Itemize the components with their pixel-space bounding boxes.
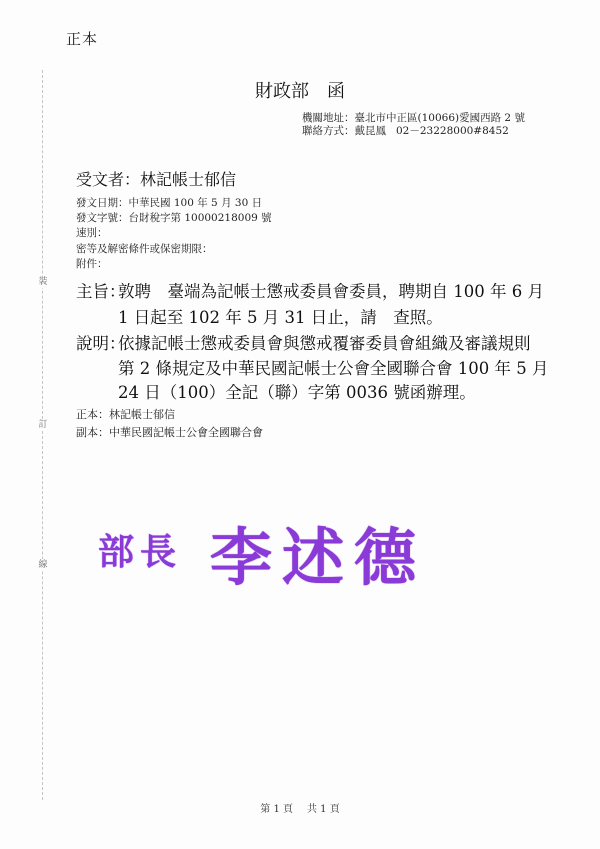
address-value: 臺北市中正區(10066)愛國西路 2 號: [354, 112, 525, 124]
distribution-original: [76, 409, 175, 422]
document-type: 函: [327, 81, 345, 102]
agency-address: [302, 112, 525, 124]
attachments: [76, 258, 108, 270]
urgency: [76, 227, 108, 239]
subject-line: 敦聘 臺端為記帳士懲戒委員會委員，聘期自 100 年 6 月: [118, 282, 544, 301]
page-footer: [0, 804, 600, 816]
classification-label: 密等及解密條件或保密期限：: [76, 243, 213, 255]
contact-label: 聯絡方式：: [302, 125, 355, 137]
original-value: 林記帳士郁信: [109, 408, 175, 421]
binding-line: [38, 70, 48, 800]
explanation-line: 第 2 條規定及中華民國記帳士公會全國聯合會 100 年 5 月: [118, 359, 549, 378]
document-number-label: 發文字號：: [76, 212, 129, 224]
issue-date-label: 發文日期：: [76, 197, 129, 209]
binding-mark-line: 線: [38, 560, 48, 570]
copy-mark: 正本: [66, 30, 99, 48]
copy-label: 副本：: [76, 426, 109, 439]
recipient-label: 受文者：: [76, 170, 141, 189]
binding-mark-staple: 訂: [38, 420, 48, 430]
explanation-line: 依據記帳士懲戒委員會與懲戒覆審委員會組織及審議規則: [118, 334, 531, 353]
urgency-label: 速別：: [76, 227, 108, 239]
document-title: [255, 82, 345, 103]
issue-date-value: 中華民國 100 年 5 月 30 日: [128, 197, 263, 209]
binding-mark-bind: 裝: [38, 277, 48, 287]
agency-contact: [302, 125, 509, 137]
copy-value: 中華民國記帳士公會全國聯合會: [109, 426, 263, 439]
distribution-copy: [76, 427, 263, 440]
contact-name: 戴昆鳳: [354, 125, 386, 137]
signature-title-stamp: 部長: [98, 531, 183, 573]
classification: [76, 243, 213, 255]
subject-label: 主旨：: [76, 282, 126, 301]
recipient-value: 林記帳士郁信: [140, 170, 237, 189]
attachments-label: 附件：: [76, 258, 108, 270]
document-number: [76, 212, 272, 224]
issue-date: [76, 197, 262, 209]
contact-phone: 02－23228000#8452: [396, 125, 509, 137]
recipient: [76, 171, 236, 189]
document-number-value: 台財稅字第 10000218009 號: [128, 212, 272, 224]
page-total: 共 1 頁: [307, 804, 340, 815]
explanation-line: 24 日（100）全記（聯）字第 0036 號函辦理。: [118, 383, 476, 402]
page-number: 第 1 頁: [260, 804, 293, 815]
address-label: 機關地址：: [302, 112, 355, 124]
explanation-label: 說明：: [76, 334, 126, 353]
agency-name: 財政部: [255, 81, 309, 102]
subject-line: 1 日起至 102 年 5 月 31 日止，請 查照。: [118, 308, 443, 327]
original-label: 正本：: [76, 408, 109, 421]
signature-name-stamp: 李述德: [210, 521, 427, 594]
